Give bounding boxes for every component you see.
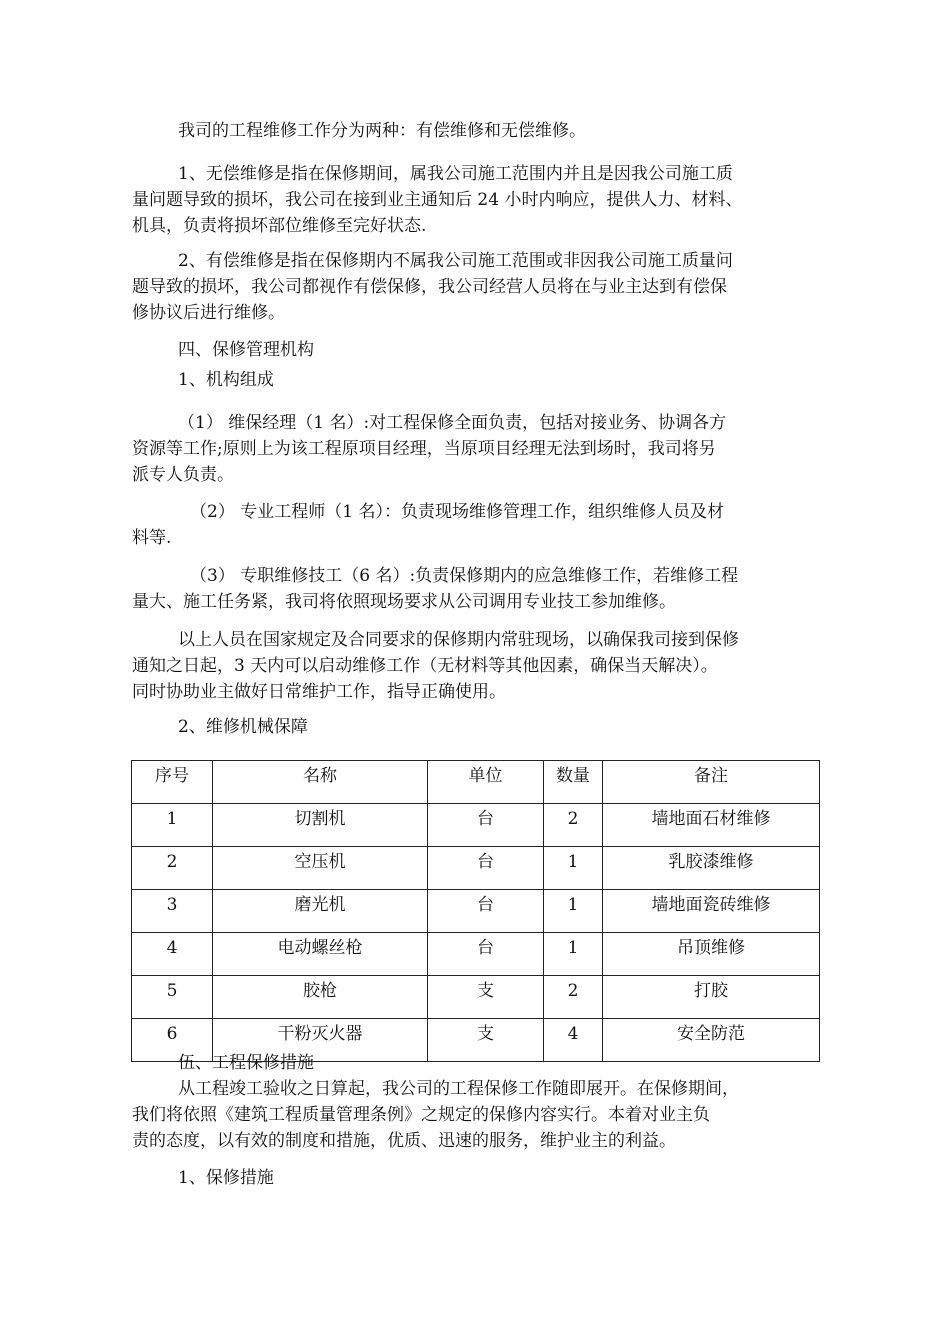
text-line: 2、有偿维修是指在保修期内不属我公司施工范围或非因我公司施工质量问 xyxy=(178,251,733,271)
cell-name: 空压机 xyxy=(213,847,428,890)
cell-remarks: 乳胶漆维修 xyxy=(603,847,820,890)
cell-name: 电动螺丝枪 xyxy=(213,933,428,976)
subsection-heading-organization xyxy=(132,367,818,393)
header-cell-index: 序号 xyxy=(132,761,213,804)
engineer-paragraph xyxy=(132,499,818,551)
cell-name: 胶枪 xyxy=(213,976,428,1019)
cell-index: 4 xyxy=(132,933,213,976)
technician-paragraph xyxy=(132,563,818,615)
text-line: 1、无偿维修是指在保修期间，属我公司施工范围内并且是因我公司施工质 xyxy=(178,164,733,184)
cell-quantity: 2 xyxy=(544,804,603,847)
text-line: 修协议后进行维修。 xyxy=(132,303,285,323)
cell-unit: 台 xyxy=(428,933,544,976)
cell-unit: 台 xyxy=(428,804,544,847)
header-cell-name: 名称 xyxy=(213,761,428,804)
equipment-table xyxy=(131,760,820,1062)
intro-paragraph xyxy=(132,118,818,144)
table-row xyxy=(132,890,820,933)
heading-text: 四、保修管理机构 xyxy=(178,340,314,360)
cell-unit: 支 xyxy=(428,976,544,1019)
section-heading-five xyxy=(132,1050,818,1076)
text-line: 机具，负责将损坏部位维修至完好状态. xyxy=(132,216,427,236)
paid-repair-paragraph xyxy=(132,248,818,326)
cell-name: 切割机 xyxy=(213,804,428,847)
text-line: 同时协助业主做好日常维护工作，指导正确使用。 xyxy=(132,682,506,702)
text-line: （1） 维保经理（1 名）:对工程保修全面负责，包括对接业务、协调各方 xyxy=(178,413,727,433)
cell-index: 1 xyxy=(132,804,213,847)
header-cell-quantity: 数量 xyxy=(544,761,603,804)
cell-index: 6 xyxy=(132,1019,213,1062)
cell-quantity: 4 xyxy=(544,1019,603,1062)
table-row xyxy=(132,804,820,847)
cell-name: 磨光机 xyxy=(213,890,428,933)
text-line: 以上人员在国家规定及合同要求的保修期内常驻现场，以确保我司接到保修 xyxy=(178,630,739,650)
text-line: 题导致的损坏，我公司都视作有偿保修，我公司经营人员将在与业主达到有偿保 xyxy=(132,277,727,297)
text-line: 我司的工程维修工作分为两种：有偿维修和无偿维修。 xyxy=(178,121,586,141)
cell-index: 5 xyxy=(132,976,213,1019)
cell-remarks: 墙地面瓷砖维修 xyxy=(603,890,820,933)
table-row xyxy=(132,847,820,890)
maintenance-manager-paragraph xyxy=(132,410,818,488)
heading-text: 1、机构组成 xyxy=(178,370,274,390)
text-line: 量问题导致的损坏，我公司在接到业主通知后 24 小时内响应，提供人力、材料、 xyxy=(132,190,743,210)
subsection-heading-measures xyxy=(132,1165,818,1191)
text-line: 资源等工作;原则上为该工程原项目经理，当原项目经理无法到场时，我司将另 xyxy=(132,439,716,459)
text-line: 通知之日起，3 天内可以启动维修工作（无材料等其他因素，确保当天解决）。 xyxy=(132,656,718,676)
text-line: 派专人负责。 xyxy=(132,465,234,485)
heading-text: 1、保修措施 xyxy=(178,1168,274,1188)
cell-remarks: 墙地面石材维修 xyxy=(603,804,820,847)
cell-index: 3 xyxy=(132,890,213,933)
cell-remarks: 打胶 xyxy=(603,976,820,1019)
cell-remarks: 安全防范 xyxy=(603,1019,820,1062)
heading-text: 伍、工程保修措施 xyxy=(178,1053,314,1073)
table-header-row xyxy=(132,761,820,804)
section-heading-four xyxy=(132,337,818,363)
table-row xyxy=(132,933,820,976)
header-cell-remarks: 备注 xyxy=(603,761,820,804)
table-row xyxy=(132,976,820,1019)
header-cell-unit: 单位 xyxy=(428,761,544,804)
cell-unit: 支 xyxy=(428,1019,544,1062)
cell-unit: 台 xyxy=(428,890,544,933)
subsection-heading-equipment xyxy=(132,714,818,740)
cell-quantity: 1 xyxy=(544,890,603,933)
text-line: 量大、施工任务紧，我司将依照现场要求从公司调用专业技工参加维修。 xyxy=(132,592,676,612)
text-line: 料等. xyxy=(132,528,172,548)
text-line: 责的态度，以有效的制度和措施，优质、迅速的服务，维护业主的利益。 xyxy=(132,1131,676,1151)
cell-quantity: 1 xyxy=(544,847,603,890)
text-line: （2） 专业工程师（1 名）：负责现场维修管理工作，组织维修人员及材 xyxy=(190,502,724,522)
cell-quantity: 2 xyxy=(544,976,603,1019)
cell-index: 2 xyxy=(132,847,213,890)
cell-quantity: 1 xyxy=(544,933,603,976)
text-line: （3） 专职维修技工（6 名）:负责保修期内的应急维修工作，若维修工程 xyxy=(190,566,739,586)
heading-text: 2、维修机械保障 xyxy=(178,717,308,737)
staff-presence-paragraph xyxy=(132,627,818,705)
warranty-start-paragraph xyxy=(132,1076,818,1154)
cell-unit: 台 xyxy=(428,847,544,890)
cell-name: 干粉灭火器 xyxy=(213,1019,428,1062)
text-line: 从工程竣工验收之日算起，我公司的工程保修工作随即展开。在保修期间， xyxy=(178,1079,739,1099)
cell-remarks: 吊顶维修 xyxy=(603,933,820,976)
free-repair-paragraph xyxy=(132,161,818,239)
text-line: 我们将依照《建筑工程质量管理条例》之规定的保修内容实行。本着对业主负 xyxy=(132,1105,710,1125)
